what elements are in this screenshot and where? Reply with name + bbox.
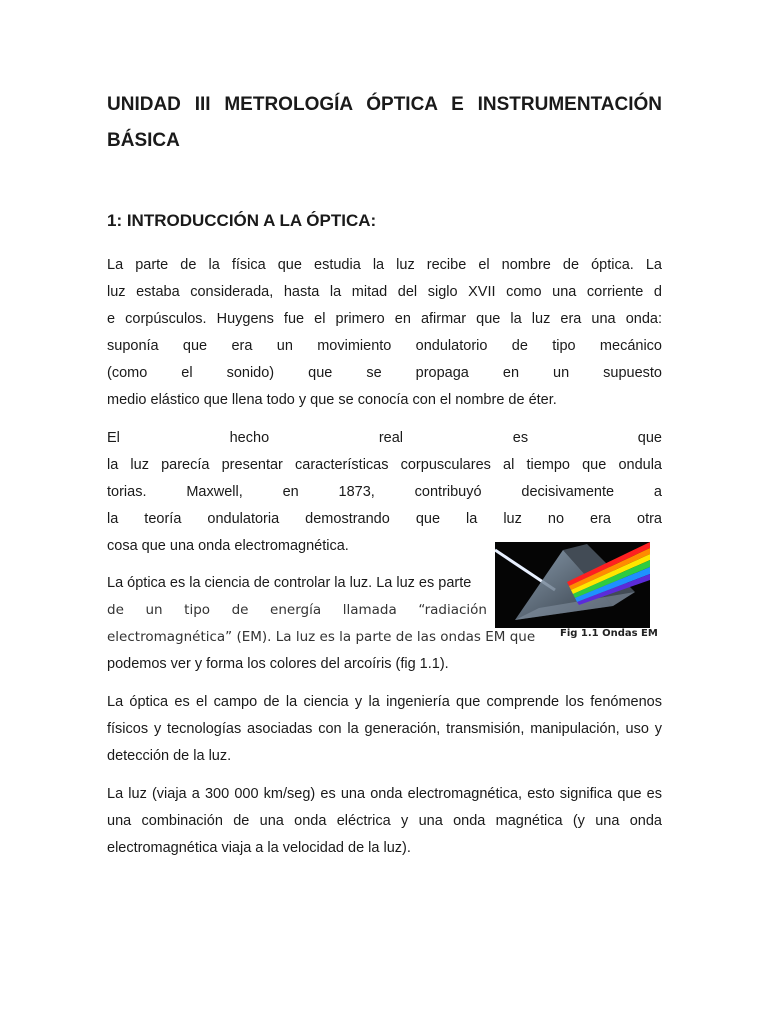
text-line: suponía que era un movimiento ondulatorio de tipo mecánico [107,338,662,354]
text-line: la teoría ondulatoria demostrando que la luz no era otra [107,511,662,527]
section-heading: 1: INTRODUCCIÓN A LA ÓPTICA: [107,211,377,230]
text-line: La luz (viaja a 300 000 km/seg) es una onda electromagnética, esto significa que es [107,786,662,802]
text-line: La óptica es la ciencia de controlar la luz. La luz es parte [107,575,472,591]
paragraph-2 [107,425,662,560]
text-line: electromagnética” (EM). La luz es la parte de las ondas EM que [107,629,536,645]
text-line: luz estaba considerada, hasta la mitad del siglo XVII como una corriente d [107,284,662,300]
paragraph-4 [107,689,662,770]
text-line: de un tipo de energía llamada “radiación [107,602,487,618]
text-line: El hecho real es que [107,430,662,446]
paragraph-5 [107,781,662,862]
text-line: La parte de la física que estudia la luz recibe el nombre de óptica. La [107,257,662,273]
text-line: podemos ver y forma los colores del arcoíris (fig 1.1). [107,656,449,672]
title-line-2: BÁSICA [107,130,180,151]
title-line-1: UNIDAD III METROLOGÍA ÓPTICA E INSTRUMENTACIÓN [107,94,662,115]
prism-figure [495,542,650,628]
text-line: electromagnética viaja a la velocidad de la luz). [107,840,411,856]
text-line: torias. Maxwell, en 1873, contribuyó decisivamente a [107,484,662,500]
text-line: físicos y tecnologías asociadas con la generación, transmisión, manipulación, uso y [107,721,662,737]
text-line: e corpúsculos. Huygens fue el primero en afirmar que la luz era una onda: [107,311,662,327]
prism-rainbow-image [495,542,650,628]
text-line: medio elástico que llena todo y que se conocía con el nombre de éter. [107,392,557,408]
figure-caption: Fig 1.1 Ondas EM [560,628,658,639]
paragraph-1 [107,252,662,414]
document-title [107,87,662,159]
text-line: (como el sonido) que se propaga en un supuesto [107,365,662,381]
text-line: La óptica es el campo de la ciencia y la ingeniería que comprende los fenómenos [107,694,662,710]
text-line: la luz parecía presentar características corpusculares al tiempo que ondula [107,457,662,473]
text-line: detección de la luz. [107,748,232,764]
text-line: cosa que una onda electromagnética. [107,538,349,554]
text-line: una combinación de una onda eléctrica y una onda magnética (y una onda [107,813,662,829]
